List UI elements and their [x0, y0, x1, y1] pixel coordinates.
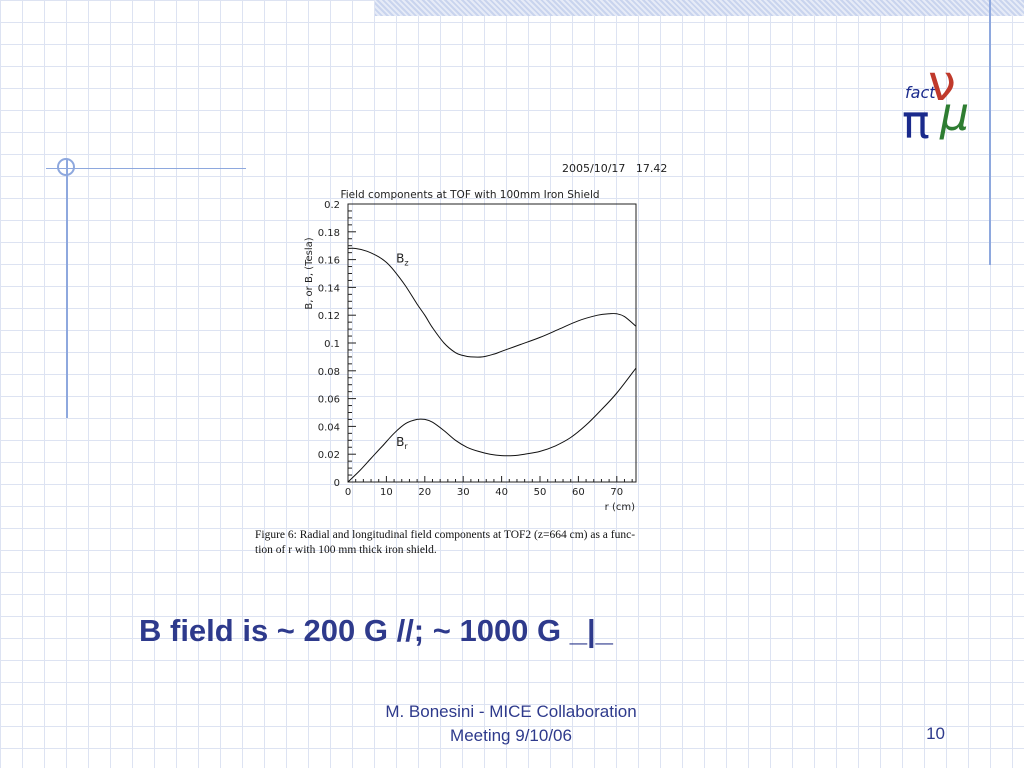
- y-tick-label: 0.14: [317, 283, 340, 295]
- x-tick-label: 70: [610, 487, 624, 498]
- logo-mu-text: μ: [940, 87, 970, 141]
- annotation-bz: $B_z$: [396, 251, 409, 268]
- logo-nu-text: ν: [928, 58, 956, 112]
- y-tick-label: 0.18: [317, 227, 340, 239]
- timestamp: 2005/10/17 17.42: [562, 162, 668, 175]
- y-tick-label: 0: [333, 478, 340, 489]
- y-axis-ticks: [318, 200, 356, 489]
- left-decor-line: [66, 160, 68, 418]
- logo-pi-text: π: [902, 95, 930, 142]
- y-tick-label: 0.06: [317, 394, 340, 406]
- y-tick-label: 0.02: [317, 450, 340, 462]
- left-decor-circle: [57, 158, 75, 176]
- x-tick-label: 50: [533, 487, 547, 498]
- x-axis-label: r (cm): [604, 502, 635, 513]
- annotation-subscript: z: [404, 258, 409, 268]
- series-group: [348, 248, 636, 482]
- top-decor-band: [375, 0, 1024, 16]
- caption-line-1: Figure 6: Radial and longitudinal field components at TOF2 (z=664 cm) as a func-: [255, 529, 636, 541]
- y-tick-label: 0.08: [317, 366, 340, 378]
- annotation-subscript: r: [404, 441, 408, 451]
- x-tick-label: 40: [495, 487, 508, 498]
- x-tick-label: 30: [456, 487, 470, 498]
- series-line-br: [348, 368, 636, 482]
- footer-line-1: M. Bonesini - MICE Collaboration: [385, 702, 637, 721]
- field-components-chart: [290, 184, 660, 519]
- footer-author: [340, 700, 682, 748]
- y-tick-label: 0.12: [317, 311, 340, 323]
- fact-nu-mu-pi-logo: [900, 58, 994, 142]
- footer-line-2: Meeting 9/10/06: [450, 726, 572, 745]
- x-tick-label: 10: [380, 487, 393, 498]
- caption-line-2: tion of r with 100 mm thick iron shield.: [255, 544, 437, 556]
- figure-caption: [255, 528, 735, 558]
- plot-frame: [348, 204, 636, 482]
- annotation-br: $B_r$: [396, 434, 408, 451]
- y-tick-label: 0.04: [317, 422, 340, 434]
- series-line-bz: [348, 248, 636, 357]
- page-number: 10: [926, 724, 945, 743]
- x-tick-label: 20: [418, 487, 432, 498]
- y-tick-label: 0.16: [317, 255, 340, 267]
- x-axis-ticks: [345, 476, 632, 498]
- slide-headline: B field is ~ 200 G //; ~ 1000 G _|_: [139, 613, 613, 648]
- y-axis-label: B, or B, (Tesla): [304, 237, 315, 310]
- y-tick-label: 0.2: [324, 200, 340, 211]
- chart-title: Field components at TOF with 100mm Iron Shield: [340, 189, 600, 201]
- x-tick-label: 60: [572, 487, 585, 498]
- logo-fact-text: fact: [905, 83, 936, 102]
- left-decor-hline: [46, 168, 246, 169]
- y-tick-label: 0.1: [324, 339, 340, 350]
- x-tick-label: 0: [344, 487, 352, 498]
